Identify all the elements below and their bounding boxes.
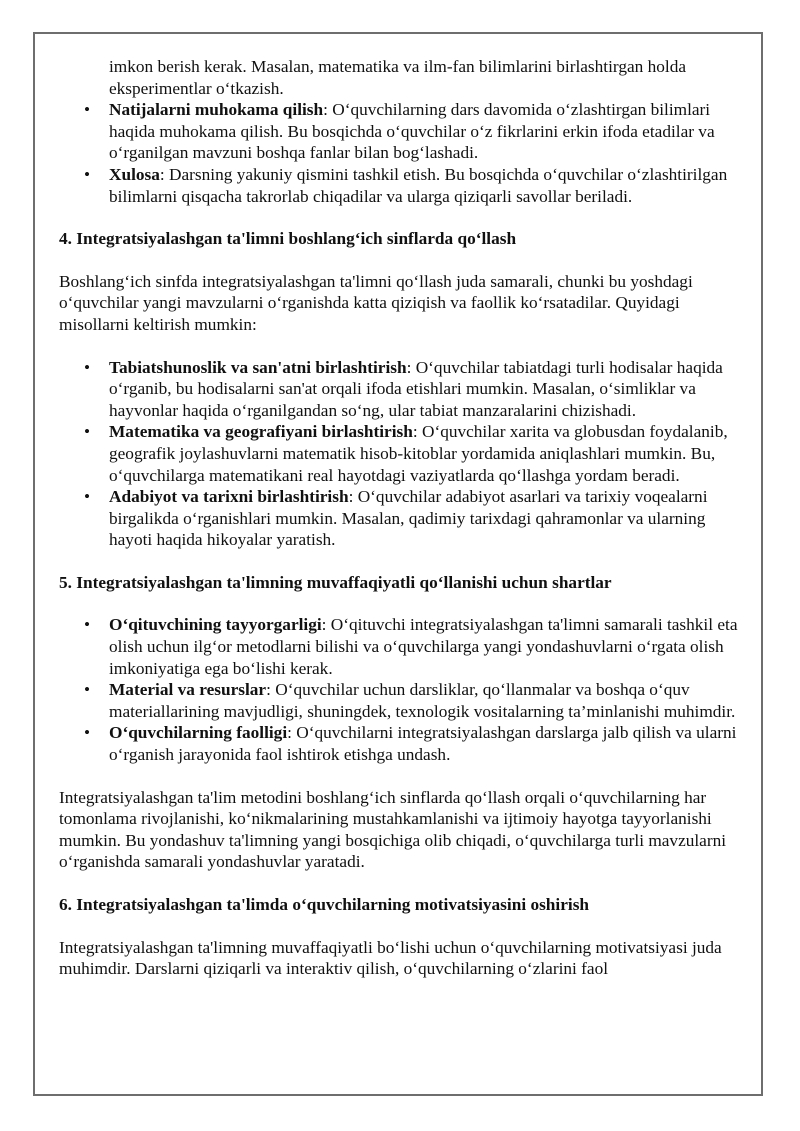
item-term: Xulosa [109,164,160,184]
list-item [59,614,749,679]
section5-conclusion: Integratsiyalashgan ta'lim metodini boshlang‘ich sinflarda qo‘llash orqali o‘quvchilarning har tomonlama rivojlanishi, ko‘nikmalarining mustahkamlanishi va ijtimoiy hayotga tayyorlanishi mumkin. Bu yondashuv ta'limning yangi bosqichiga olib chiqadi, o‘quvchilarga turli mavzularni o‘rganishda samarali yondashuvlar yaratadi. [59,787,727,872]
item-term: Tabiatshunoslik va san'atni birlashtirish [109,357,407,377]
item-term: Material va resurslar [109,680,267,700]
item-text: : Darsning yakuniy qismini tashkil etish. Bu bosqichda o‘quvchilar o‘zlashtirilgan bilimlarni qisqacha takrorlab chiqadilar va ularga qiziqarli savollar beriladi. [109,164,728,206]
item-text: : O‘quvchilarning dars davomida o‘zlashtirgan bilimlari haqida muhokama qilish. Bu bosqichda o‘quvchilar o‘z fikrlarini erkin ifoda etadilar va o‘rganilgan mavzuni boshqa fanlar bilan bog‘lashadi. [109,100,715,163]
section-heading-5: 5. Integratsiyalashgan ta'limning muvaffaqiyatli qo‘llanishi uchun shartlar [59,572,612,592]
item-term: Matematika va geografiyani birlashtirish [109,422,413,442]
list-item [59,679,749,722]
document-page [33,32,763,1096]
section-heading-6: 6. Integratsiyalashgan ta'limda o‘quvchilarning motivatsiyasini oshirish [59,895,590,914]
list-item [59,722,749,765]
item-term: O‘quvchilarning faolligi [109,723,288,743]
item-term: Natijalarni muhokama qilish [109,100,324,120]
section5-list [59,614,749,765]
item-text: : O‘quvchilar tabiatdagi turli hodisalar haqida o‘rganib, bu hodisalarni san'at orqali ifoda etishlari mumkin. Masalan, o‘simliklar va hayvonlar haqida o‘rganilgandan so‘ng, ular tabiat manzaralarini chizishadi. [109,357,723,420]
item-text: : O‘quvchilar adabiyot asarlari va tarixiy voqealarni birgalikda o‘rganishlari mumkin. Masalan, qadimiy tarixdagi qahramonlar va ularning hayoti haqida hikoyalar yaratish. [109,487,708,550]
list-item [59,357,749,422]
item-term: O‘qituvchining tayyorgarligi [109,615,322,635]
list-item [59,486,749,551]
item-text: : O‘quvchilarni integratsiyalashgan darslarga jalb qilish va ularni o‘rganish jarayonida faol ishtirok etishga undash. [109,723,737,765]
list-item [59,421,749,486]
lesson-stages-list [59,99,749,207]
section-heading-4: 4. Integratsiyalashgan ta'limni boshlang‘ich sinflarda qo‘llash [59,229,517,249]
list-item [59,164,749,207]
item-text: : O‘quvchilar xarita va globusdan foydalanib, geografik joylashuvlarni matematik hisob-kitoblar yordamida aniqlashlari mumkin. Bu, o‘quvchilarga matematikani real hayotdagi vaziyatlarda qo‘llashga yordam beradi. [109,422,728,485]
section6-intro: Integratsiyalashgan ta'limning muvaffaqiyatli bo‘lishi uchun o‘quvchilarning motivatsiyasi juda muhimdir. Darslarni qiziqarli va interaktiv qilish, o‘quvchilarning o‘zlarini faol [59,937,722,979]
section4-intro: Boshlang‘ich sinfda integratsiyalashgan ta'limni qo‘llash juda samarali, chunki bu yoshdagi o‘quvchilar yangi mavzularni o‘rganishda katta qiziqish va faollik ko‘rsatadilar. Quyidagi misollarni keltirish mumkin: [59,271,693,334]
document-body [59,56,749,980]
list-item [59,99,749,164]
item-text: : O‘qituvchi integratsiyalashgan ta'limni samarali tashkil eta olish uchun ilg‘or metodlarni bilishi va o‘quvchilarga yangi yondashuvlarni o‘rgata olish imkoniyatiga ega bo‘lishi kerak. [109,615,738,678]
item-text: : O‘quvchilar uchun darsliklar, qo‘llanmalar va boshqa o‘quv materiallarining mavjudligi, shuningdek, texnologik vositalarning ta’minlanishi muhimdir. [109,680,736,721]
item-term: Adabiyot va tarixni birlashtirish [109,487,349,507]
continuation-text: imkon berish kerak. Masalan, matematika va ilm-fan bilimlarini birlashtirgan holda eksperimentlar o‘tkazish. [109,57,687,98]
section4-list [59,357,749,551]
